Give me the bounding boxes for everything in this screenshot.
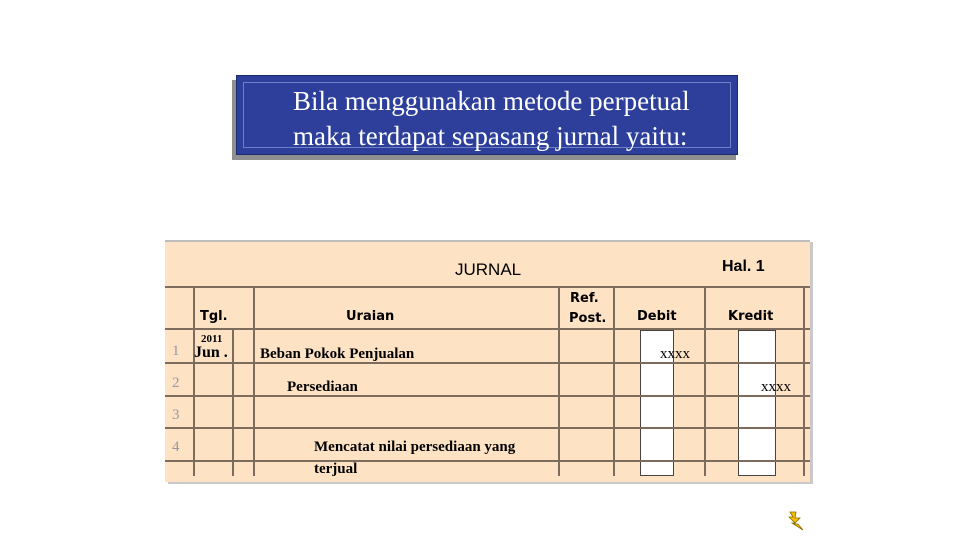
header-bottom-line (165, 328, 810, 330)
date-month: Jun . (194, 344, 228, 361)
header-description: Uraian (346, 309, 395, 324)
journal-form (165, 240, 810, 482)
col-line-desc (558, 286, 560, 476)
journal-title: JURNAL (455, 260, 522, 279)
row1-debit-value: xxxx (660, 346, 690, 362)
row-number-3: 3 (172, 407, 180, 423)
col-line-right (803, 286, 805, 476)
row-line-4 (165, 460, 810, 462)
credit-column (738, 330, 776, 476)
title-line-1: Bila menggunakan metode perpetual (293, 86, 690, 116)
col-line-date (253, 286, 255, 476)
header-credit: Kredit (728, 309, 774, 324)
row-line-2 (165, 395, 810, 397)
row-number-4: 4 (172, 439, 180, 455)
header-date: Tgl. (200, 309, 228, 324)
page-label: Hal. 1 (722, 258, 765, 275)
row2-description: Persediaan (287, 379, 358, 395)
header-ref-line2: Post. (569, 311, 607, 326)
col-line-ref (613, 286, 615, 476)
header-ref-line1: Ref. (570, 291, 599, 306)
title-line-2: maka terdapat sepasang jurnal yaitu: (293, 121, 688, 151)
row-number-1: 1 (172, 343, 180, 359)
note-line-1: Mencatat nilai persediaan yang (314, 439, 516, 455)
row2-credit-value: xxxx (761, 379, 791, 395)
note-line-2: terjual (314, 461, 358, 477)
date-year: 2011 (201, 333, 223, 345)
row1-description: Beban Pokok Penjualan (260, 346, 415, 362)
header-top-line (165, 286, 810, 288)
col-line-debit (704, 286, 706, 476)
row-number-2: 2 (172, 375, 180, 391)
col-line-date-split (232, 328, 234, 476)
header-debit: Debit (637, 309, 677, 324)
title-text (293, 84, 690, 154)
col-line-num (193, 286, 195, 476)
title-box (236, 75, 738, 155)
row-line-3 (165, 427, 810, 429)
lightning-icon (787, 511, 805, 531)
